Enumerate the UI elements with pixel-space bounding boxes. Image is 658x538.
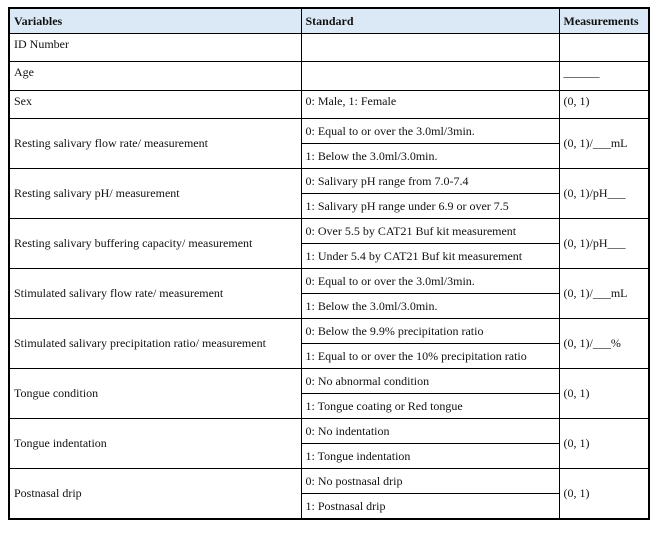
table-row: [9, 219, 649, 244]
measurement-cell: ______: [559, 62, 649, 91]
table-row: [9, 169, 649, 194]
table-row: [9, 469, 649, 494]
variable-cell: Tongue condition: [9, 369, 301, 419]
standard-cell: 1: Postnasal drip: [301, 494, 559, 520]
standard-cell: 1: Salivary pH range under 6.9 or over 7.5: [301, 194, 559, 219]
table-row: [9, 34, 649, 62]
table-row: [9, 91, 649, 119]
standard-cell: 0: Male, 1: Female: [301, 91, 559, 119]
variables-table: [8, 7, 650, 520]
standard-cell: 1: Tongue coating or Red tongue: [301, 394, 559, 419]
standard-cell: 0: Salivary pH range from 7.0-7.4: [301, 169, 559, 194]
measurement-cell: (0, 1)/___%: [559, 319, 649, 369]
measurement-cell: (0, 1): [559, 419, 649, 469]
standard-cell: 1: Tongue indentation: [301, 444, 559, 469]
variable-cell: Stimulated salivary precipitation ratio/ measurement: [9, 319, 301, 369]
measurement-cell: (0, 1)/pH___: [559, 169, 649, 219]
variable-cell: Sex: [9, 91, 301, 119]
standard-cell: [301, 34, 559, 62]
standard-cell: 1: Below the 3.0ml/3.0min.: [301, 144, 559, 169]
standard-cell: 0: No postnasal drip: [301, 469, 559, 494]
table-row: [9, 369, 649, 394]
measurement-cell: (0, 1): [559, 91, 649, 119]
table-row: [9, 119, 649, 144]
standard-cell: 0: Equal to or over the 3.0ml/3min.: [301, 119, 559, 144]
header-measurements: Measurements: [559, 8, 649, 34]
standard-cell: 0: No indentation: [301, 419, 559, 444]
standard-cell: [301, 62, 559, 91]
variable-cell: Stimulated salivary flow rate/ measurement: [9, 269, 301, 319]
table-row: [9, 269, 649, 294]
standard-cell: 0: Equal to or over the 3.0ml/3min.: [301, 269, 559, 294]
measurement-cell: (0, 1)/___mL: [559, 269, 649, 319]
table-row: [9, 62, 649, 91]
variable-cell: Age: [9, 62, 301, 91]
variable-cell: ID Number: [9, 34, 301, 62]
header-variables: Variables: [9, 8, 301, 34]
standard-cell: 1: Equal to or over the 10% precipitation ratio: [301, 344, 559, 369]
standard-cell: 0: Below the 9.9% precipitation ratio: [301, 319, 559, 344]
standard-cell: 0: Over 5.5 by CAT21 Buf kit measurement: [301, 219, 559, 244]
standard-cell: 0: No abnormal condition: [301, 369, 559, 394]
measurement-cell: (0, 1)/pH___: [559, 219, 649, 269]
measurement-cell: [559, 34, 649, 62]
table-body: [9, 34, 649, 520]
variable-cell: Resting salivary pH/ measurement: [9, 169, 301, 219]
variable-cell: Tongue indentation: [9, 419, 301, 469]
table-row: [9, 419, 649, 444]
header-standard: Standard: [301, 8, 559, 34]
table-row: [9, 319, 649, 344]
measurement-cell: (0, 1): [559, 369, 649, 419]
variable-cell: Resting salivary flow rate/ measurement: [9, 119, 301, 169]
header-row: [9, 8, 649, 34]
standard-cell: 1: Under 5.4 by CAT21 Buf kit measurement: [301, 244, 559, 269]
variable-cell: Resting salivary buffering capacity/ measurement: [9, 219, 301, 269]
measurement-cell: (0, 1): [559, 469, 649, 520]
measurement-cell: (0, 1)/___mL: [559, 119, 649, 169]
variable-cell: Postnasal drip: [9, 469, 301, 520]
standard-cell: 1: Below the 3.0ml/3.0min.: [301, 294, 559, 319]
